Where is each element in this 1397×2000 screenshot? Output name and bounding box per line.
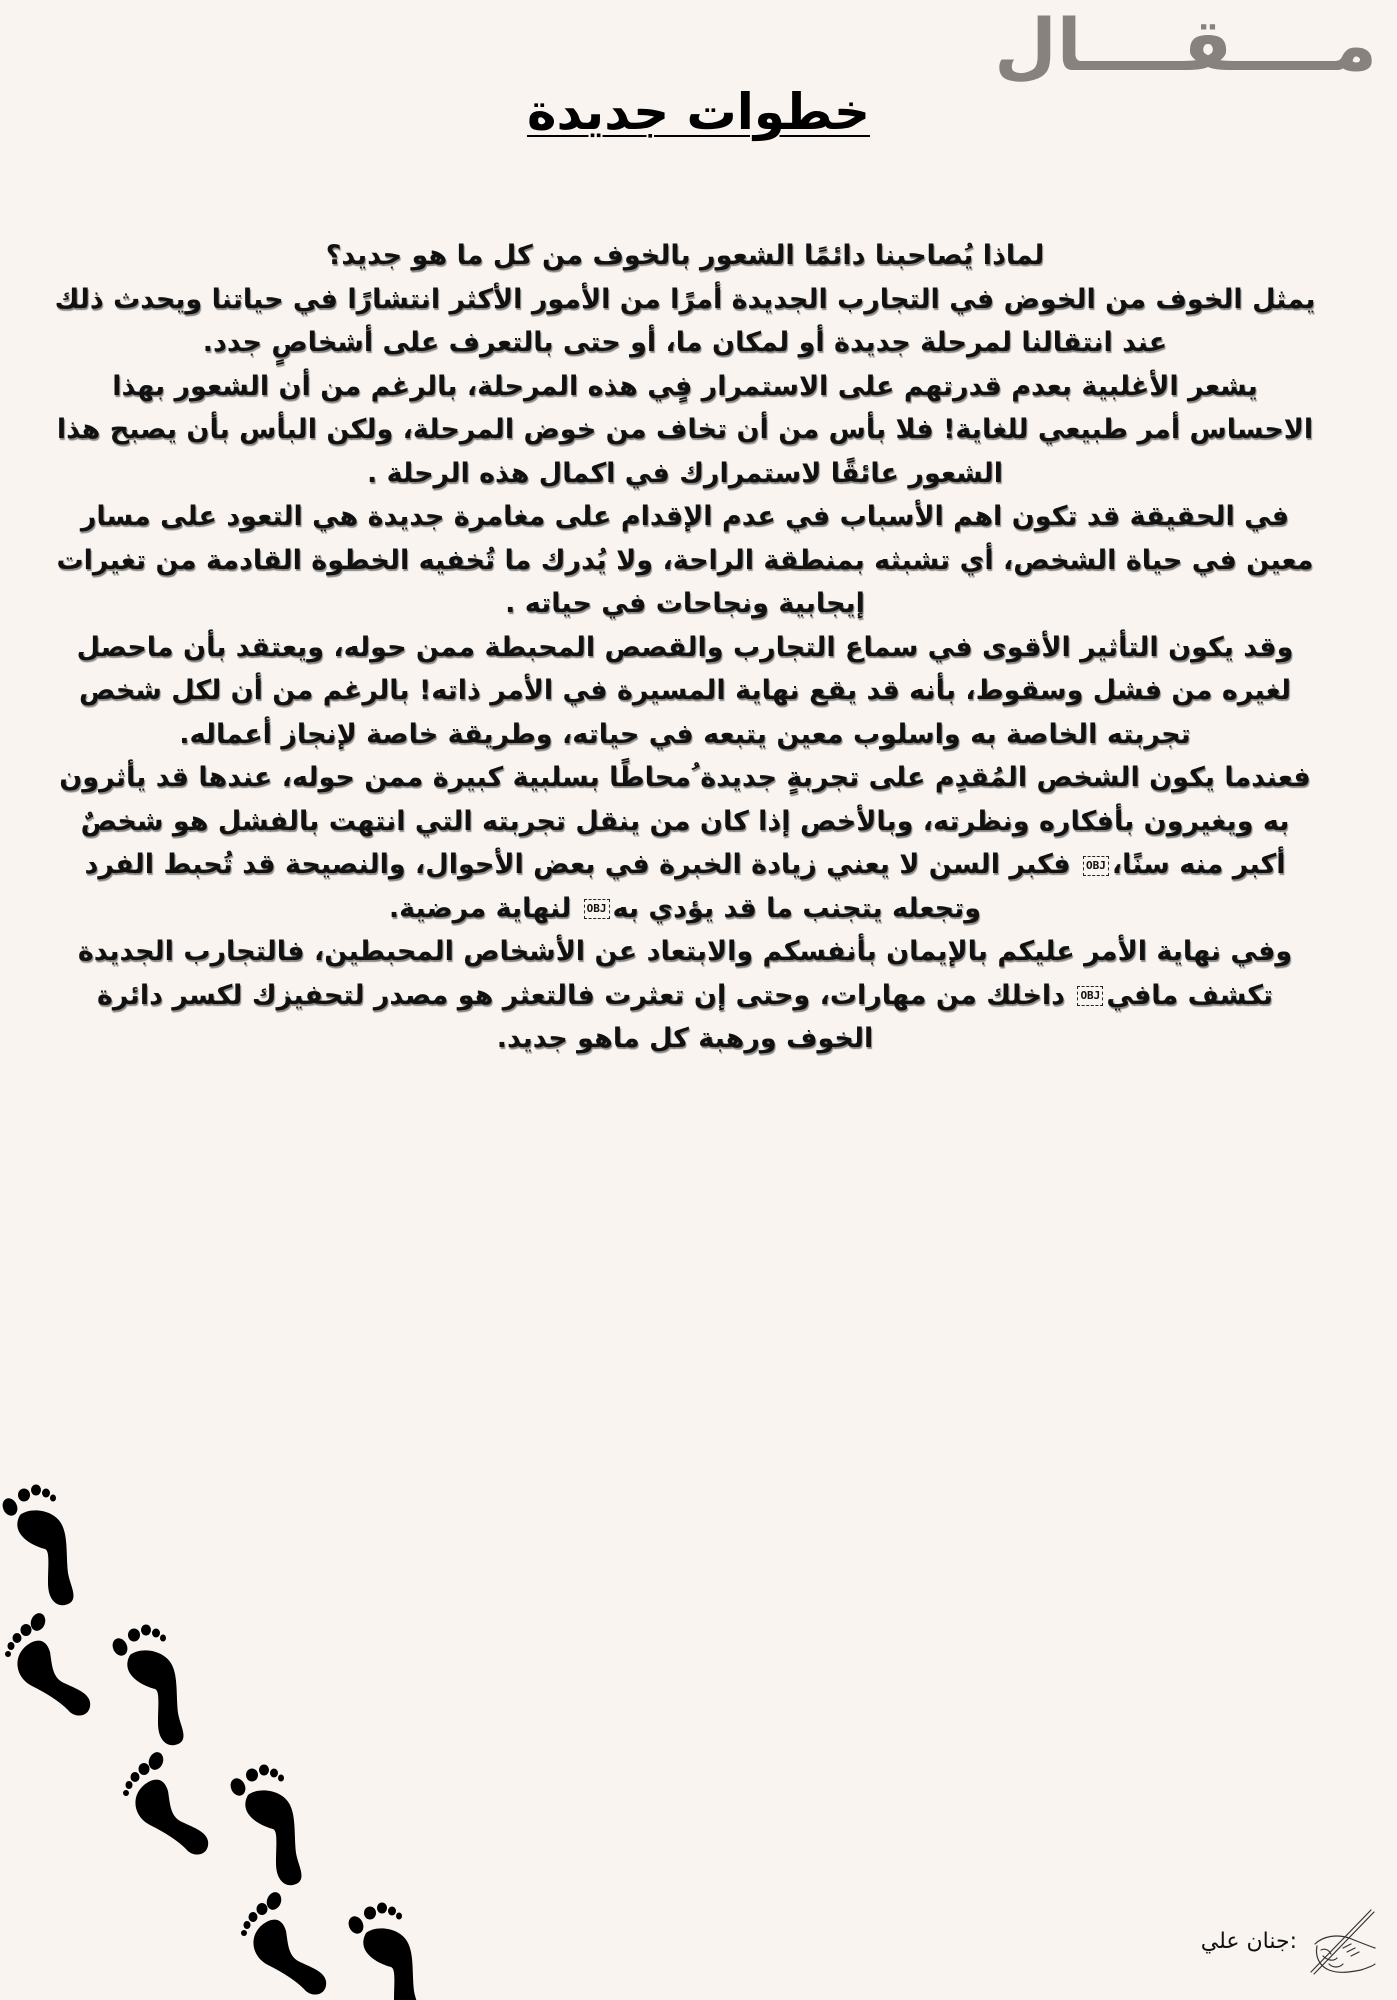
- article-paragraph-1: لماذا يُصاحبنا دائمًا الشعور بالخوف من كل ما هو جديد؟: [325, 240, 1045, 271]
- object-placeholder-icon: OBJ: [584, 899, 610, 919]
- author-signature: [1201, 1904, 1377, 1978]
- paragraph-7-part-1: وفي نهاية الأمر عليكم بالإيمان بأنفسكم والابتعاد عن الأشخاص المحبطين، فالتجارب الجديدة تكشف مافي: [77, 936, 1293, 1011]
- footprint-icon: [123, 1750, 208, 1854]
- article-body: [50, 234, 1320, 1061]
- paragraph-6-part-2: فكبر السن لا يعني زيادة الخبرة في بعض الأحوال، والنصيحة قد تُحبط الفرد وتجعله يتجنب ما قد يؤدي به: [84, 849, 1080, 924]
- footprint-icon: [5, 1611, 90, 1715]
- object-placeholder-icon: OBJ: [1083, 856, 1109, 876]
- article-paragraph-5: وقد يكون التأثير الأقوى في سماع التجارب والقصص المحبطة ممن حوله، ويعتقد بأن ماحصل لغيره من فشل وسقوط، بأنه قد يقع نهاية المسيرة في الأمر ذاته! بالرغم من أن لكل شخص تجربته الخاصة به واسلوب معين يتبعه في حياته، وطريقة خاصة لإنجاز أعماله.: [76, 631, 1294, 750]
- article-paragraph-3: يشعر الأغلبية بعدم قدرتهم على الاستمرار فٍي هذه المرحلة، بالرغم من أن الشعور بهذا الاحساس أمر طبيعي للغاية! فلا بأس من أن تخاف من خوض المرحلة، ولكن البأس بأن يصبح هذا الشعور عائقًا لاستمرارك في اكمال هذه الرحلة .: [56, 370, 1314, 489]
- paragraph-6-part-1: فعندما يكون الشخص المُقدِم على تجربةٍ جديدة ُمحاطًا بسلبية كبيرة ممن حوله، عندها قد يأثرون به ويغيرون بأفكاره ونظرته، وبالأخص إذا كان من ينقل تجربته التي انتهت بالفشل هو شخصٌ أكبر منه سنًا،: [59, 762, 1311, 880]
- article-title-text: خطوات جديدة: [527, 83, 870, 141]
- article-paragraph-7: [50, 930, 1320, 1061]
- paragraph-6-part-3: لنهاية مرضية.: [388, 892, 581, 924]
- writing-hand-icon: [1303, 1904, 1377, 1978]
- article-paragraph-2: يمثل الخوف من الخوض في التجارب الجديدة أمرًا من الأمور الأكثر انتشارًا في حياتنا ويحدث ذلك عند انتقالنا لمرحلة جديدة أو لمكان ما، أو حتى بالتعرف على أشخاصٍ جدد.: [54, 283, 1316, 358]
- object-placeholder-icon: OBJ: [1077, 986, 1103, 1006]
- section-label: مــــقــــال: [994, 3, 1377, 87]
- footprint-icon: [0, 1485, 73, 1606]
- footprint-icon: [110, 1625, 184, 1746]
- article-paragraph-6: [50, 756, 1320, 930]
- article-title: [0, 82, 1397, 142]
- paragraph-7-part-2: داخلك من مهارات، وحتى إن تعثرت فالتعثر هو مصدر لتحفيزك لكسر دائرة الخوف ورهبة كل ماهو جديد.: [96, 979, 1075, 1054]
- footprints-decoration: [0, 1440, 420, 2000]
- author-name: :جنان علي: [1200, 1928, 1297, 1954]
- article-paragraph-4: في الحقيقة قد تكون اهم الأسباب في عدم الإقدام على مغامرة جديدة هي التعود على مسار معين في حياة الشخص، أي تشبثه بمنطقة الراحة، ولا يُدرك ما تُخفيه الخطوة القادمة من تغيرات إيجابية ونجاحات في حياته .: [56, 501, 1314, 619]
- footprint-icon: [346, 1903, 420, 2000]
- footprint-icon: [241, 1890, 326, 1994]
- footprint-icon: [228, 1765, 302, 1886]
